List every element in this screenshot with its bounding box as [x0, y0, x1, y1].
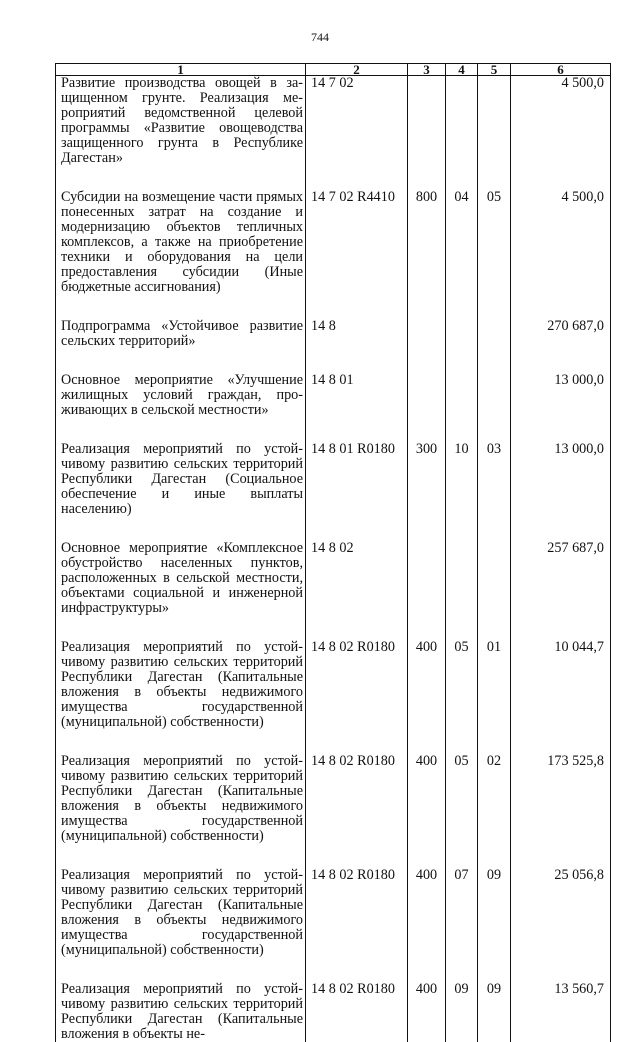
row-name: Реализация мероприятий по устойчивому развитию сельских территорий Республики Дагестан (Капитальные вложения в объекты недвижимого имущества государственной (муниципальной) собственности) [56, 640, 306, 754]
row-amount: 173 525,8 [511, 754, 611, 868]
table-row [56, 982, 611, 1042]
table-row [56, 640, 611, 754]
row-col-3: 300 [408, 442, 446, 541]
row-col-5 [478, 541, 511, 640]
row-col-4: 10 [446, 442, 478, 541]
row-amount: 4 500,0 [511, 76, 611, 191]
row-code: 14 8 01 R0180 [306, 442, 408, 541]
row-name: Развитие производства овощей в защищенном грунте. Реализация мероприятий ведомственной целевой программы «Развитие овощеводства защищенного грунта в Республике Дагестан» [56, 76, 306, 191]
table-row [56, 541, 611, 640]
row-col-5 [478, 373, 511, 442]
table-row [56, 442, 611, 541]
row-code: 14 7 02 [306, 76, 408, 191]
row-col-3: 800 [408, 190, 446, 319]
row-col-3: 400 [408, 754, 446, 868]
row-amount: 10 044,7 [511, 640, 611, 754]
row-code: 14 8 02 R0180 [306, 868, 408, 982]
header-col-1: 1 [56, 64, 306, 76]
row-name: Реализация мероприятий по устойчивому развитию сельских территорий Республики Дагестан (Капитальные вложения в объекты не- [56, 982, 306, 1042]
row-col-3: 400 [408, 640, 446, 754]
row-col-4: 05 [446, 640, 478, 754]
row-col-4 [446, 373, 478, 442]
row-col-3 [408, 541, 446, 640]
row-name: Подпрограмма «Устойчивое развитие сельских территорий» [56, 319, 306, 373]
row-col-5: 09 [478, 868, 511, 982]
row-amount: 13 000,0 [511, 442, 611, 541]
row-col-3: 400 [408, 868, 446, 982]
row-amount: 257 687,0 [511, 541, 611, 640]
row-name: Реализация мероприятий по устойчивому развитию сельских территорий Республики Дагестан (Капитальные вложения в объекты недвижимого имущества государственной (муниципальной) собственности) [56, 868, 306, 982]
row-name: Субсидии на возмещение части прямых понесенных затрат на создание и модернизацию объектов тепличных комплексов, а также на приобретение техники и оборудования на цели предоставления субсидии (Иные бюджетные ассигнования) [56, 190, 306, 319]
row-amount: 13 000,0 [511, 373, 611, 442]
table-row [56, 754, 611, 868]
row-name: Основное мероприятие «Комплексное обустройство населенных пунктов, расположенных в сельской местности, объектами социальной и инженерной инфраструктуры» [56, 541, 306, 640]
table-row [56, 373, 611, 442]
row-col-5 [478, 319, 511, 373]
row-col-5 [478, 76, 511, 191]
row-col-5: 02 [478, 754, 511, 868]
row-col-3 [408, 373, 446, 442]
table-row [56, 319, 611, 373]
table-row [56, 190, 611, 319]
row-code: 14 8 [306, 319, 408, 373]
table-row [56, 76, 611, 191]
row-amount: 4 500,0 [511, 190, 611, 319]
row-code: 14 7 02 R4410 [306, 190, 408, 319]
row-col-3: 400 [408, 982, 446, 1042]
row-col-4: 09 [446, 982, 478, 1042]
row-col-5: 03 [478, 442, 511, 541]
row-col-3 [408, 76, 446, 191]
row-name: Основное мероприятие «Улучшение жилищных условий граждан, проживающих в сельской местности» [56, 373, 306, 442]
row-code: 14 8 01 [306, 373, 408, 442]
row-col-4 [446, 76, 478, 191]
header-col-6: 6 [511, 64, 611, 76]
row-code: 14 8 02 R0180 [306, 754, 408, 868]
page-number: 744 [311, 30, 329, 44]
row-amount: 270 687,0 [511, 319, 611, 373]
row-name: Реализация мероприятий по устойчивому развитию сельских территорий Республики Дагестан (Социальное обеспечение и иные выплаты населению) [56, 442, 306, 541]
table-header-row [56, 64, 611, 76]
row-code: 14 8 02 R0180 [306, 982, 408, 1042]
row-col-4 [446, 541, 478, 640]
header-col-4: 4 [446, 64, 478, 76]
row-col-4: 07 [446, 868, 478, 982]
table-row [56, 868, 611, 982]
row-code: 14 8 02 [306, 541, 408, 640]
header-col-2: 2 [306, 64, 408, 76]
row-amount: 13 560,7 [511, 982, 611, 1042]
budget-table [55, 63, 611, 1042]
row-name: Реализация мероприятий по устойчивому развитию сельских территорий Республики Дагестан (Капитальные вложения в объекты недвижимого имущества государственной (муниципальной) собственности) [56, 754, 306, 868]
header-col-3: 3 [408, 64, 446, 76]
row-col-4 [446, 319, 478, 373]
row-amount: 25 056,8 [511, 868, 611, 982]
row-col-3 [408, 319, 446, 373]
row-col-4: 05 [446, 754, 478, 868]
header-col-5: 5 [478, 64, 511, 76]
row-col-5: 05 [478, 190, 511, 319]
row-col-4: 04 [446, 190, 478, 319]
row-code: 14 8 02 R0180 [306, 640, 408, 754]
row-col-5: 09 [478, 982, 511, 1042]
row-col-5: 01 [478, 640, 511, 754]
